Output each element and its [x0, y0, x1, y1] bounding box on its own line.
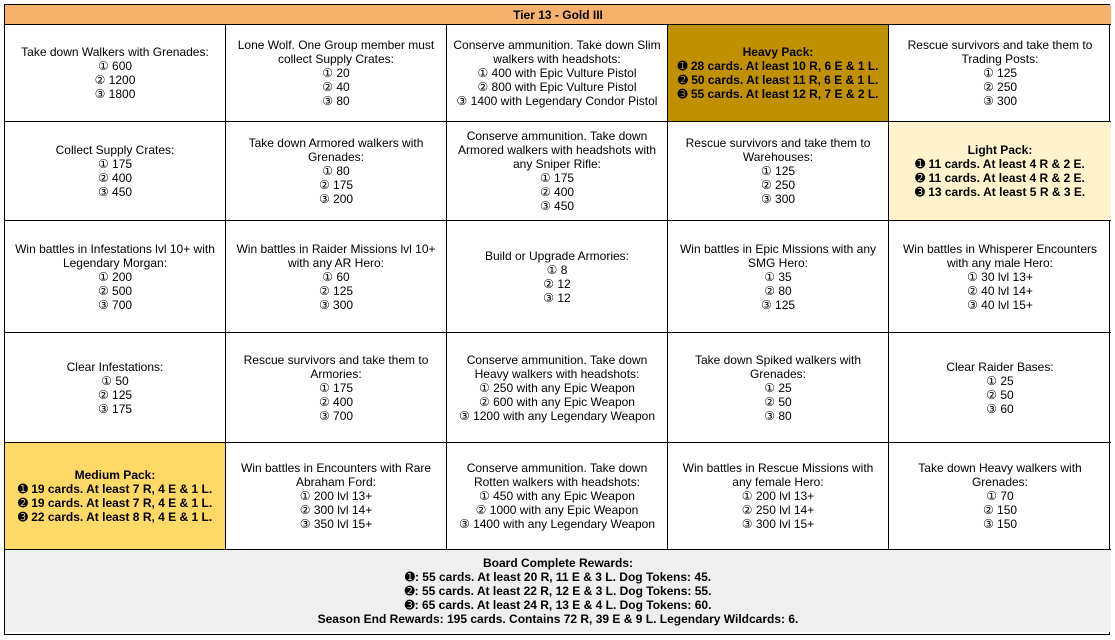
tier-goal-line: ① 25 [764, 380, 792, 395]
tier-goal-line: ③ 80 [322, 94, 350, 108]
tier-goal-line: ① 250 with any Epic Weapon [479, 380, 635, 395]
challenge-cell [5, 25, 226, 122]
pack-reward-line: ➊ 19 cards. At least 7 R, 4 E & 1 L. [17, 482, 213, 496]
challenge-title: Conserve ammunition. Take down Rotten walkers with headshots: [466, 461, 648, 489]
challenge-cell [5, 122, 226, 221]
tier-goal-line: ① 70 [986, 489, 1014, 503]
challenge-cell [447, 333, 668, 443]
tier-goal-line: ③ 700 [318, 408, 354, 423]
challenge-cell [447, 221, 668, 333]
challenge-title: Conserve ammunition. Take down Slim walkers with headshots: [453, 38, 661, 66]
tier-goal-line: ① 20 [322, 66, 350, 80]
challenge-title: Clear Raider Bases: [946, 359, 1054, 374]
tier-board [4, 4, 1110, 635]
tier-goal-line: ③ 450 [97, 185, 133, 199]
tier-goal-line: ① 125 [760, 164, 796, 178]
tier-goal-line: ② 1000 with any Epic Weapon [475, 503, 639, 517]
tier-goal-line: ② 50 [986, 387, 1014, 402]
tier-goal-line: ① 200 [97, 269, 133, 284]
challenge-cell [668, 221, 889, 333]
pack-reward-line: ➊ 11 cards. At least 4 R & 2 E. [915, 157, 1085, 171]
challenge-cell [889, 221, 1111, 333]
challenge-cell [226, 333, 447, 443]
tier-goal-line: ① 25 [986, 373, 1014, 388]
rewards-line: ➊: 55 cards. At least 20 R, 11 E & 3 L. Dog Tokens: 45. [404, 570, 712, 584]
rewards-line: Season End Rewards: 195 cards. Contains 72 R, 39 E & 9 L. Legendary Wildcards: 6. [317, 612, 799, 626]
tier-goal-line: ② 400 [539, 185, 575, 199]
tier-goal-line: ② 50 [764, 394, 792, 409]
challenge-cell [668, 333, 889, 443]
challenge-title: Lone Wolf. One Group member must collect Supply Crates: [237, 38, 435, 66]
tier-goal-line: ③ 350 lvl 15+ [299, 517, 373, 531]
challenge-title: Win battles in Encounters with Rare Abraham Ford: [240, 461, 432, 489]
tier-goal-line: ② 250 lvl 14+ [741, 503, 815, 517]
tier-goal-line: ③ 1400 with any Legendary Weapon [458, 517, 655, 531]
pack-reward-line: ➌ 22 cards. At least 8 R, 4 E & 1 L. [17, 510, 213, 524]
tier-goal-line: ② 150 [982, 503, 1018, 517]
challenge-title: Conserve ammunition. Take down Heavy walkers with headshots: [466, 352, 648, 381]
reward-pack-cell [668, 25, 889, 122]
tier-goal-line: ② 800 with Epic Vulture Pistol [477, 80, 637, 94]
tier-goal-line: ① 35 [764, 269, 792, 284]
pack-reward-line: ➋ 11 cards. At least 4 R & 2 E. [915, 171, 1085, 185]
pack-title: Light Pack: [967, 143, 1033, 157]
pack-title: Medium Pack: [74, 468, 156, 482]
tier-goal-line: ① 50 [101, 373, 129, 388]
tier-goal-line: ② 400 [318, 394, 354, 409]
tier-goal-line: ② 40 lvl 14+ [967, 283, 1033, 298]
pack-reward-line: ➊ 28 cards. At least 10 R, 6 E & 1 L. [677, 59, 879, 73]
tier-goal-line: ② 125 [97, 387, 133, 402]
tier-goal-line: ② 80 [764, 283, 792, 298]
tier-goal-line: ③ 12 [543, 290, 571, 305]
tier-title: Tier 13 - Gold III [5, 5, 1111, 25]
challenge-title: Rescue survivors and take them to Trading Posts: [907, 38, 1093, 66]
challenge-title: Take down Spiked walkers with Grenades: [694, 352, 862, 381]
challenge-title: Rescue survivors and take them to Armories: [243, 352, 429, 381]
tier-goal-line: ③ 80 [764, 408, 792, 423]
tier-goal-line: ③ 60 [986, 401, 1014, 416]
tier-goal-line: ② 600 with any Epic Weapon [479, 394, 635, 409]
challenge-title: Conserve ammunition. Take down Armored walkers with headshots with any Sniper Rifle: [457, 129, 657, 171]
challenge-title: Take down Walkers with Grenades: [21, 45, 209, 59]
tier-goal-line: ① 60 [322, 269, 350, 284]
rewards-title: Board Complete Rewards: [482, 556, 634, 570]
tier-goal-line: ② 300 lvl 14+ [299, 503, 373, 517]
tier-goal-line: ① 175 [97, 157, 133, 171]
challenge-cell [226, 25, 447, 122]
tier-goal-line: ③ 300 [760, 192, 796, 206]
tier-goal-line: ① 200 lvl 13+ [741, 489, 815, 503]
challenge-cell [226, 122, 447, 221]
tier-goal-line: ② 250 [760, 178, 796, 192]
challenge-cell [226, 443, 447, 550]
tier-goal-line: ② 400 [97, 171, 133, 185]
challenge-cell [447, 25, 668, 122]
reward-pack-cell [889, 122, 1111, 221]
board-complete-rewards [5, 550, 1111, 632]
tier-goal-line: ③ 1800 [94, 87, 136, 101]
challenge-cell [889, 443, 1111, 550]
challenge-cell [447, 443, 668, 550]
challenge-title: Build or Upgrade Armories: [484, 248, 630, 263]
challenge-title: Rescue survivors and take them to Warehouses: [685, 136, 871, 164]
tier-goal-line: ① 400 with Epic Vulture Pistol [477, 66, 637, 80]
tier-goal-line: ① 80 [322, 164, 350, 178]
tier-goal-line: ③ 450 [539, 199, 575, 213]
tier-goal-line: ③ 150 [982, 517, 1018, 531]
reward-pack-cell [5, 443, 226, 550]
tier-goal-line: ② 125 [318, 283, 354, 298]
tier-goal-line: ① 200 lvl 13+ [299, 489, 373, 503]
rewards-line: ➋: 55 cards. At least 22 R, 12 E & 3 L. Dog Tokens: 55. [404, 584, 712, 598]
challenge-cell [889, 333, 1111, 443]
tier-goal-line: ③ 300 [318, 297, 354, 312]
tier-goal-line: ③ 200 [318, 192, 354, 206]
tier-goal-line: ① 175 [318, 380, 354, 395]
challenge-cell [889, 25, 1111, 122]
challenge-cell [668, 443, 889, 550]
challenge-cell [5, 333, 226, 443]
tier-goal-line: ① 30 lvl 13+ [967, 269, 1033, 284]
tier-goal-line: ③ 300 [982, 94, 1018, 108]
challenge-cell [226, 221, 447, 333]
tier-goal-line: ① 450 with any Epic Weapon [479, 489, 635, 503]
tier-goal-line: ② 175 [318, 178, 354, 192]
challenge-title: Take down Heavy walkers with Grenades: [918, 461, 1082, 489]
tier-goal-line: ③ 1200 with any Legendary Weapon [458, 408, 655, 423]
tier-goal-line: ③ 40 lvl 15+ [967, 297, 1033, 312]
tier-goal-line: ① 125 [982, 66, 1018, 80]
tier-goal-line: ③ 1400 with Legendary Condor Pistol [456, 94, 658, 108]
challenge-cell [5, 221, 226, 333]
challenge-title: Win battles in Raider Missions lvl 10+ with any AR Hero: [236, 241, 436, 270]
challenge-title: Win battles in Whisperer Encounters with any male Hero: [902, 241, 1098, 270]
challenge-title: Clear Infestations: [66, 359, 164, 374]
tier-goal-line: ③ 700 [97, 297, 133, 312]
challenge-cell [447, 122, 668, 221]
tier-goal-line: ② 250 [982, 80, 1018, 94]
tier-goal-line: ③ 125 [760, 297, 796, 312]
pack-title: Heavy Pack: [742, 45, 814, 59]
challenge-title: Collect Supply Crates: [55, 143, 175, 157]
tier-goal-line: ① 175 [539, 171, 575, 185]
tier-goal-line: ② 40 [322, 80, 350, 94]
pack-reward-line: ➋ 19 cards. At least 7 R, 4 E & 1 L. [17, 496, 213, 510]
challenge-title: Win battles in Epic Missions with any SMG Hero: [679, 241, 877, 270]
pack-reward-line: ➌ 13 cards. At least 5 R & 3 E. [914, 185, 1086, 199]
tier-goal-line: ① 8 [546, 262, 568, 277]
challenge-cell [668, 122, 889, 221]
challenge-title: Win battles in Infestations lvl 10+ with Legendary Morgan: [15, 241, 215, 270]
tier-goal-line: ② 1200 [94, 73, 136, 87]
challenge-title: Win battles in Rescue Missions with any female Hero: [682, 461, 874, 489]
pack-reward-line: ➋ 50 cards. At least 11 R, 6 E & 1 L. [677, 73, 879, 87]
rewards-line: ➌: 65 cards. At least 24 R, 13 E & 4 L. Dog Tokens: 60. [404, 598, 712, 612]
pack-reward-line: ➌ 55 cards. At least 12 R, 7 E & 2 L. [677, 87, 879, 101]
tier-goal-line: ③ 175 [97, 401, 133, 416]
challenge-title: Take down Armored walkers with Grenades: [248, 136, 424, 164]
tier-goal-line: ② 500 [97, 283, 133, 298]
tier-goal-line: ② 12 [543, 276, 571, 291]
tier-goal-line: ① 600 [97, 59, 133, 73]
tier-goal-line: ③ 300 lvl 15+ [741, 517, 815, 531]
